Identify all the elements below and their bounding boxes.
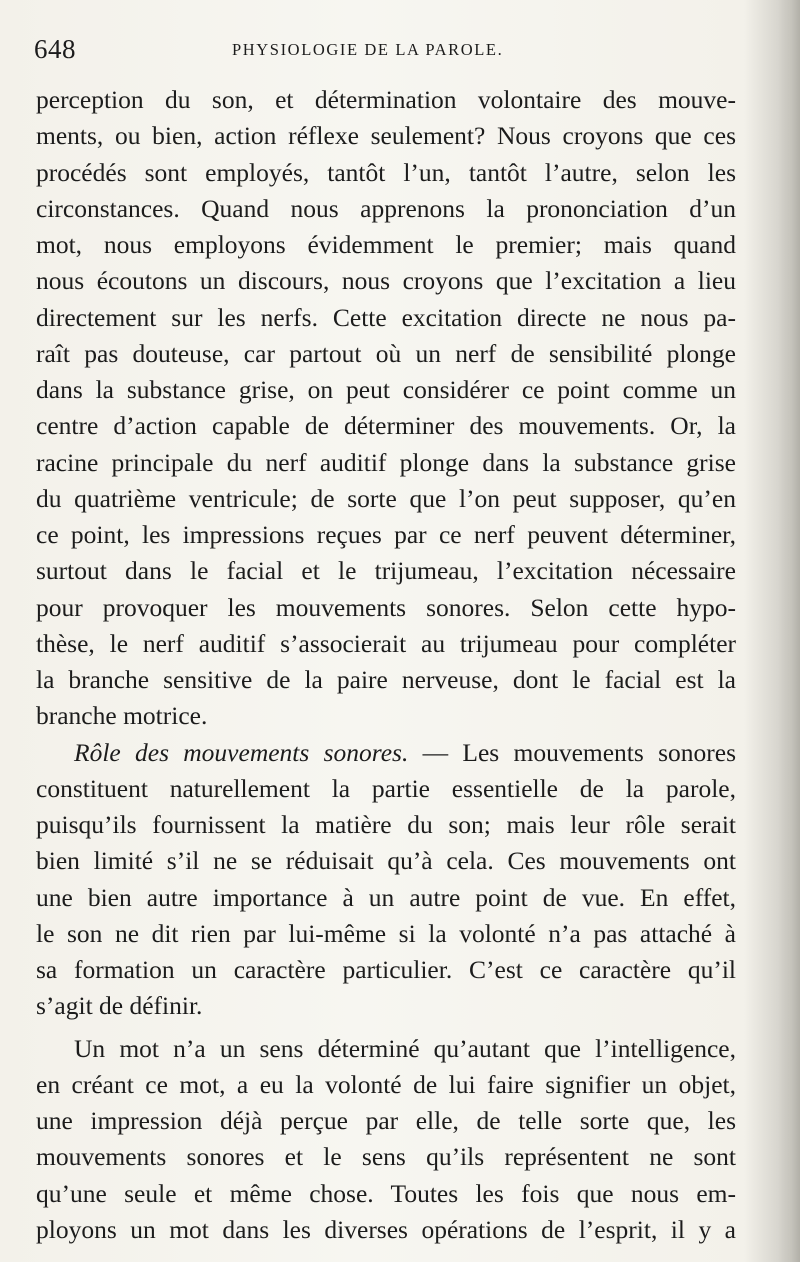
text-line: s’agit de définir. bbox=[36, 991, 203, 1021]
text-line: nous écoutons un discours, nous croyons que l’excitation a lieu bbox=[36, 266, 736, 296]
text-line: sa formation un caractère particulier. C’est ce caractère qu’il bbox=[36, 955, 736, 984]
text-line: constituent naturellement la partie essentielle de la parole, bbox=[36, 773, 736, 803]
text-line: procédés sont employés, tantôt l’un, tantôt l’autre, selon les bbox=[36, 157, 736, 187]
text-line: la branche sensitive de la paire nerveuse, dont le facial est la bbox=[36, 665, 736, 694]
text-line: du quatrième ventricule; de sorte que l’on peut supposer, qu’en bbox=[36, 483, 736, 513]
text-line: thèse, le nerf auditif s’associerait au trijumeau pour compléter bbox=[36, 628, 736, 658]
text-line: ployons un mot dans les diverses opérations de l’esprit, il y a bbox=[36, 1214, 736, 1244]
section-heading-line bbox=[36, 735, 736, 771]
text-line: puisqu’ils fournissent la matière du son; mais leur rôle serait bbox=[36, 810, 736, 839]
page-header bbox=[34, 30, 734, 66]
running-title: PHYSIOLOGIE DE LA PAROLE. bbox=[232, 40, 504, 59]
text-line: racine principale du nerf auditif plonge dans la substance grise bbox=[36, 447, 736, 477]
text-line: bien limité s’il ne se réduisait qu’à cela. Ces mouvements ont bbox=[36, 846, 736, 876]
section-first-line-text: — Les mouvements sonores bbox=[408, 737, 736, 767]
paragraph-1 bbox=[36, 82, 736, 735]
text-line: le son ne dit rien par lui-même si la volonté n’a pas attaché à bbox=[36, 918, 736, 948]
text-line: raît pas douteuse, car partout où un nerf de sensibilité plonge bbox=[36, 338, 736, 368]
text-line: pour provoquer les mouvements sonores. Selon cette hypo- bbox=[36, 592, 736, 622]
text-line: dans la substance grise, on peut considérer ce point comme un bbox=[36, 375, 736, 404]
text-line: mouvements sonores et le sens qu’ils représentent ne sont bbox=[36, 1142, 736, 1172]
text-line: circonstances. Quand nous apprenons la prononciation d’un bbox=[36, 193, 736, 223]
text-line: une bien autre importance à un autre point de vue. En effet, bbox=[36, 882, 736, 912]
paragraph-2 bbox=[36, 735, 736, 1025]
text-line: qu’une seule et même chose. Toutes les fois que nous em- bbox=[36, 1178, 736, 1208]
page-number: 648 bbox=[34, 34, 76, 64]
text-line: ments, ou bien, action réflexe seulement? Nous croyons que ces bbox=[36, 121, 736, 151]
text-line: surtout dans le facial et le trijumeau, l’excitation nécessaire bbox=[36, 556, 736, 586]
text-line: Un mot n’a un sens déterminé qu’autant que l’intelligence, bbox=[74, 1033, 736, 1063]
body-text bbox=[36, 82, 736, 1248]
page-edge-shadow bbox=[778, 0, 800, 1262]
paragraph-3 bbox=[36, 1031, 736, 1249]
text-line: directement sur les nerfs. Cette excitation directe ne nous pa- bbox=[36, 302, 736, 332]
text-line: mot, nous employons évidemment le premier; mais quand bbox=[36, 230, 736, 259]
text-line: centre d’action capable de déterminer des mouvements. Or, la bbox=[36, 411, 736, 441]
text-line: branche motrice. bbox=[36, 701, 208, 731]
text-line: en créant ce mot, a eu la volonté de lui faire signifier un objet, bbox=[36, 1069, 736, 1099]
text-line: ce point, les impressions reçues par ce nerf peuvent déterminer, bbox=[36, 520, 736, 549]
section-title: Rôle des mouvements sonores. bbox=[74, 737, 409, 767]
text-line: une impression déjà perçue par elle, de telle sorte que, les bbox=[36, 1106, 736, 1135]
text-line: perception du son, et détermination volontaire des mouve- bbox=[36, 85, 736, 114]
